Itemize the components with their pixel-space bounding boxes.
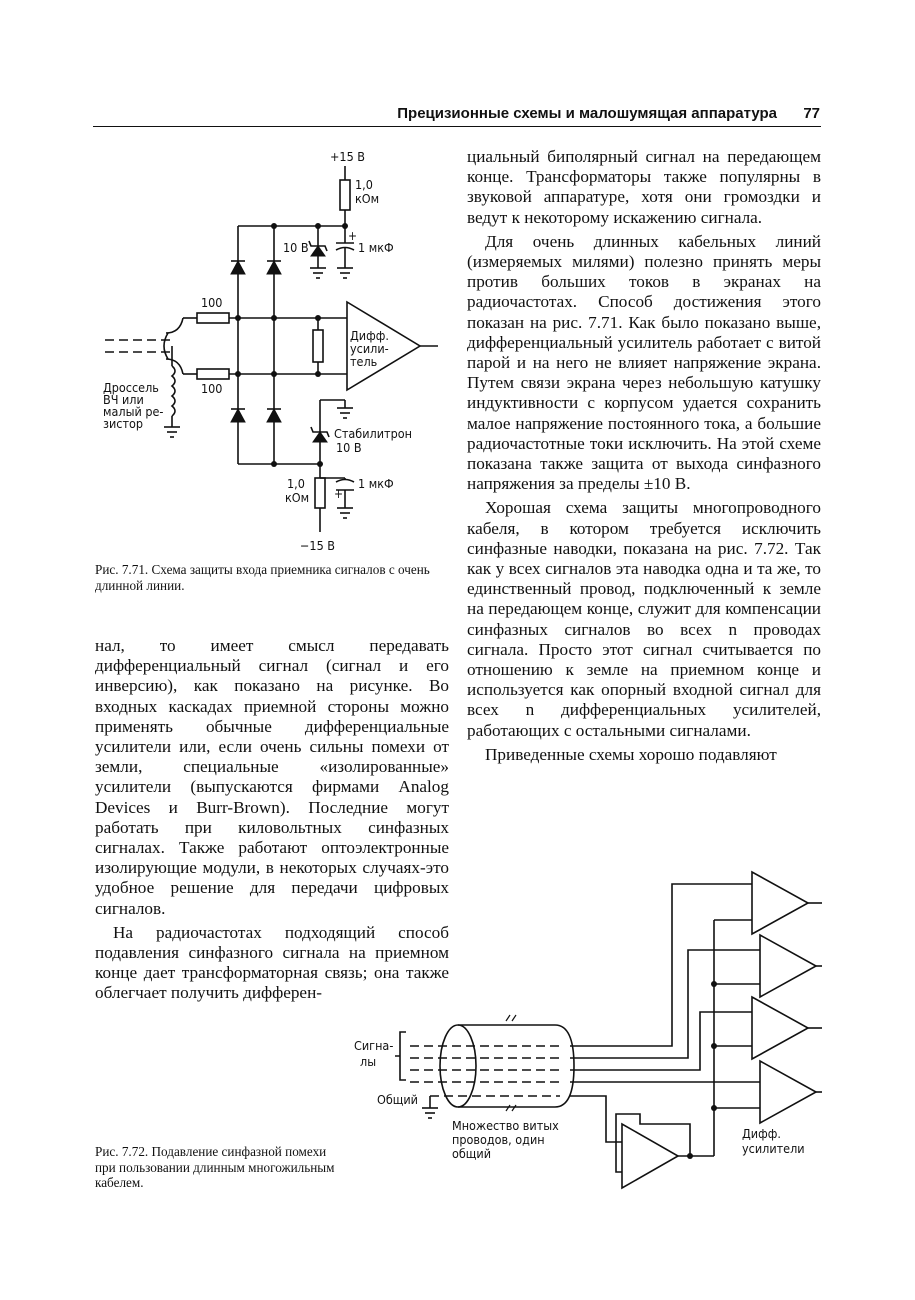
diff-amplifier-1 (752, 872, 808, 934)
label-cap-bottom: 1 мкФ (358, 476, 394, 491)
resistor-top (340, 180, 350, 210)
label-amp-1: Дифф. (350, 328, 389, 343)
label-choke-4: зистор (103, 416, 144, 431)
resistor-100-top (197, 313, 229, 323)
label-signals-1: Сигна- (354, 1038, 394, 1053)
running-header (93, 104, 821, 127)
diff-amplifier-2 (760, 935, 816, 997)
label-common: Общий (377, 1092, 418, 1107)
label-r-top-1: 1,0 (355, 177, 373, 192)
zener-diode-bottom (313, 432, 327, 442)
diode-3 (231, 409, 245, 422)
label-zener-top: 10 В (283, 240, 309, 255)
label-wires-1: Множество витых (452, 1118, 559, 1133)
label-amps-2: усилители (742, 1141, 805, 1156)
resistor-bottom (315, 478, 325, 508)
header-title: Прецизионные схемы и малошумящая аппаратура (397, 105, 777, 122)
page-number: 77 (803, 105, 820, 122)
label-signals-2: лы (360, 1054, 377, 1069)
diff-amplifier-4 (760, 1061, 816, 1123)
label-cap-top: 1 мкФ (358, 240, 394, 255)
cable-end-left (440, 1025, 476, 1107)
svg-text:+: + (334, 487, 344, 501)
label-r100-top: 100 (201, 295, 223, 310)
label-choke-1: Дроссель (103, 380, 159, 395)
paragraph: На радиочастотах подходящий способ подавления синфазного сигнала на приемном конце дает трансформаторная связь; она также облегчает получить дифферен- (95, 922, 449, 1003)
label-amp-3: тель (350, 354, 378, 369)
label-zener-bottom-1: Стабилитрон (334, 426, 412, 441)
resistor-shunt (313, 330, 323, 362)
reference-amplifier (622, 1124, 678, 1188)
diode-1 (231, 261, 245, 274)
diode-4 (267, 409, 281, 422)
figure-7-71-schematic (95, 140, 455, 560)
diff-amplifier-3 (752, 997, 808, 1059)
figure-7-71-caption: Рис. 7.71. Схема защиты входа приемника сигналов с очень длинной линии. (95, 562, 430, 593)
label-v-plus: +15 В (330, 149, 366, 164)
cable-end-right (555, 1025, 574, 1107)
label-choke-3: малый ре- (103, 404, 164, 419)
label-wires-3: общий (452, 1146, 492, 1161)
label-amp-2: усили- (350, 341, 389, 356)
zener-diode-top (311, 246, 325, 256)
figure-7-72-schematic (345, 860, 825, 1200)
label-zener-bottom-2: 10 В (336, 440, 362, 455)
paragraph: циальный биполярный сигнал на передающем конце. Трансформаторы также популярны в звуковой аппаратуре, хотя они громоздки и ведут к некоторому искажению сигнала. (467, 147, 821, 227)
label-r-top-2: кОм (355, 191, 380, 206)
paragraph: Для очень длинных кабельных линий (измеряемых милями) полезно принять меры против больших токов в экранах на радиочастотах. Способ достижения этого показан на рис. 7.71. Как было показано выше, дифференциальный усилитель работает с витой парой и на него не влияет напряжение экрана. Путем связи экрана через небольшую катушку индуктивности с корпусом удается сохранить малое напряжение постоянного тока, а большие радиочастотные токи исключить. На этой схеме показана также защита от выхода синфазного напряжения за пределы ±10 В. (467, 231, 821, 494)
svg-text:+: + (348, 229, 358, 243)
right-column (467, 147, 821, 765)
paragraph: Хорошая схема защиты многопроводного кабеля, в котором требуется исключить синфазные наводки, показана на рис. 7.72. Так как у всех сигналов эта наводка одна и та же, то единственный провод, подключенный к земле на передающем конце, служит для компенсации синфазных сигналов во всех n проводах сигнала. Просто этот сигнал считывается по отношению к земле на приемном конце и используется как опорный входной сигнал для всех n дифференциальных усилителей, работающих с остальными сигналами. (467, 498, 821, 740)
label-r-bottom-1: 1,0 (287, 476, 305, 491)
paragraph: Приведенные схемы хорошо подавляют (485, 744, 777, 764)
rf-choke (172, 366, 175, 416)
label-amps-1: Дифф. (742, 1126, 781, 1141)
paragraph: нал, то имеет смысл передавать дифференциальный сигнал (сигнал и его инверсию), как показано на рисунке. Во входных каскадах приемной стороны можно применять обычные дифференциальные усилители или, если очень сильны помехи от земли, специальные «изолированные» усилители (выпускаются фирмами Analog Devices и Burr-Brown). Последние могут работать при киловольтных синфазных сигналах. Также работают оптоэлектронные изолирующие модули, в некоторых случаях-это удобное решение для передачи цифровых сигналов. (95, 636, 449, 918)
label-r-bottom-2: кОм (285, 490, 310, 505)
label-v-minus: −15 В (300, 538, 336, 553)
resistor-100-bottom (197, 369, 229, 379)
label-r100-bottom: 100 (201, 381, 223, 396)
label-choke-2: ВЧ или (103, 392, 144, 407)
figure-7-72-caption: Рис. 7.72. Подавление синфазной помехи при пользовании длинным многожильным кабелем. (95, 1144, 335, 1191)
label-wires-2: проводов, один (452, 1132, 545, 1147)
diode-2 (267, 261, 281, 274)
